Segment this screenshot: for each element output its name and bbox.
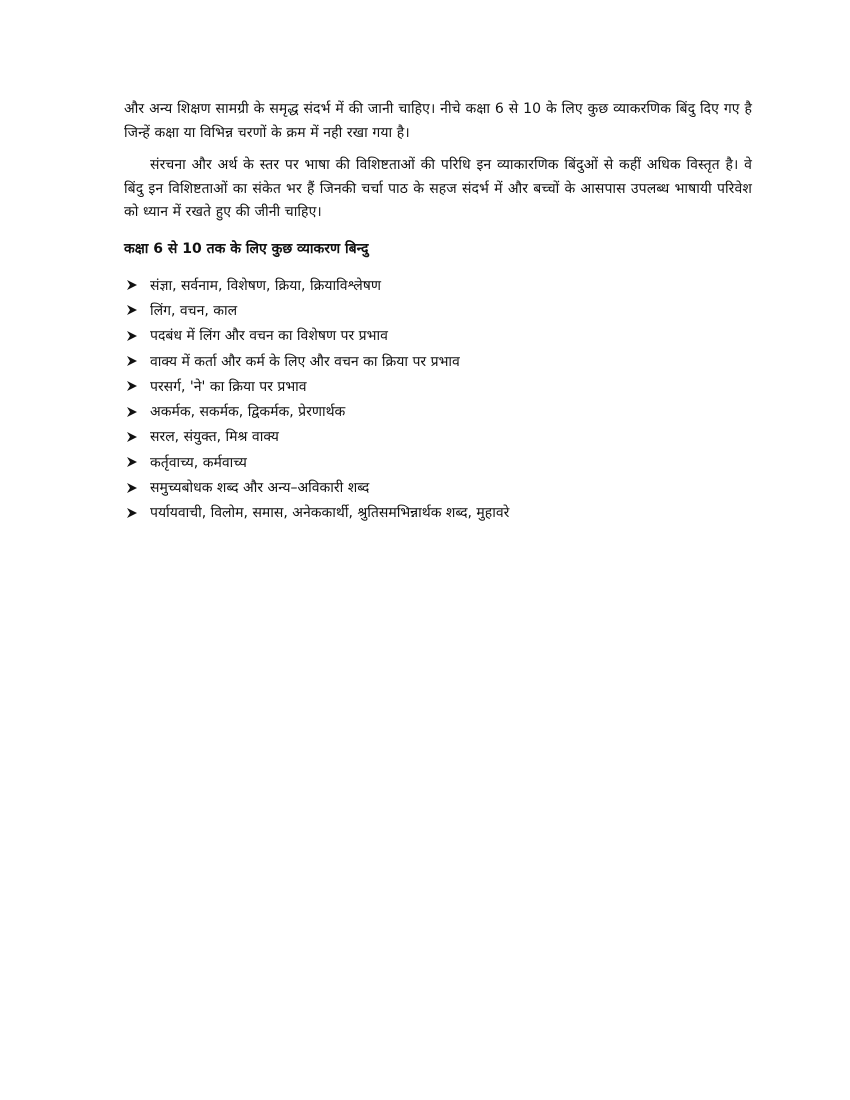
list-item-text: वाक्य में कर्ता और कर्म के लिए और वचन का क्रिया पर प्रभाव — [150, 353, 460, 370]
list-item-text: अकर्मक, सकर्मक, द्विकर्मक, प्रेरणार्थक — [150, 404, 346, 421]
list-item-text: संज्ञा, सर्वनाम, विशेषण, क्रिया, क्रियाविश्लेषण — [150, 277, 381, 294]
arrowhead-bullet-icon — [126, 482, 138, 494]
list-item — [124, 273, 752, 298]
list-item — [124, 450, 752, 475]
arrowhead-bullet-icon — [126, 279, 138, 291]
list-item — [124, 323, 752, 348]
list-item-text: समुच्यबोधक शब्द और अन्य–अविकारी शब्द — [150, 480, 370, 497]
list-item — [124, 298, 752, 323]
arrowhead-bullet-icon — [126, 406, 138, 418]
paragraph-structure: संरचना और अर्थ के स्तर पर भाषा की विशिष्टताओं की परिधि इन व्याकारणिक बिंदुओं से कहीं अधिक विस्तृत है। वे बिंदु इन विशिष्टताओं का संकेत भर हैं जिनकी चर्चा पाठ के सहज संदर्भ में और बच्चों के आसपास उपलब्ध भाषायी परिवेश को ध्यान में रखते हुए की जीनी चाहिए। — [124, 157, 752, 220]
list-item — [124, 475, 752, 500]
arrowhead-bullet-icon — [126, 304, 138, 316]
arrowhead-bullet-icon — [126, 330, 138, 342]
list-item — [124, 374, 752, 399]
list-item-text: कर्तृवाच्य, कर्मवाच्य — [150, 454, 247, 471]
paragraph-intro: और अन्य शिक्षण सामग्री के समृद्ध संदर्भ में की जानी चाहिए। नीचे कक्षा 6 से 10 के लिए कुछ व्याकरणिक बिंदु दिए गए है जिन्हें कक्षा या विभिन्न चरणों के क्रम में नही रखा गया है। — [124, 101, 752, 141]
list-item — [124, 399, 752, 424]
grammar-points-list — [124, 273, 752, 526]
list-item-text: सरल, संयुक्त, मिश्र वाक्य — [150, 429, 279, 446]
arrowhead-bullet-icon — [126, 355, 138, 367]
document-page — [124, 98, 752, 525]
list-item-text: परसर्ग, 'ने' का क्रिया पर प्रभाव — [150, 378, 307, 395]
list-item-text: पदबंध में लिंग और वचन का विशेषण पर प्रभाव — [150, 328, 388, 345]
section-heading: कक्षा 6 से 10 तक के लिए कुछ व्याकरण बिन्दु — [124, 240, 369, 257]
list-item — [124, 424, 752, 449]
list-item — [124, 500, 752, 525]
arrowhead-bullet-icon — [126, 507, 138, 519]
arrowhead-bullet-icon — [126, 456, 138, 468]
list-item — [124, 348, 752, 373]
list-item-text: लिंग, वचन, काल — [150, 302, 238, 319]
list-item-text: पर्यायवाची, विलोम, समास, अनेककार्थी, श्रुतिसमभिन्नार्थक शब्द, मुहावरे — [150, 505, 510, 522]
arrowhead-bullet-icon — [126, 431, 138, 443]
arrowhead-bullet-icon — [126, 380, 138, 392]
